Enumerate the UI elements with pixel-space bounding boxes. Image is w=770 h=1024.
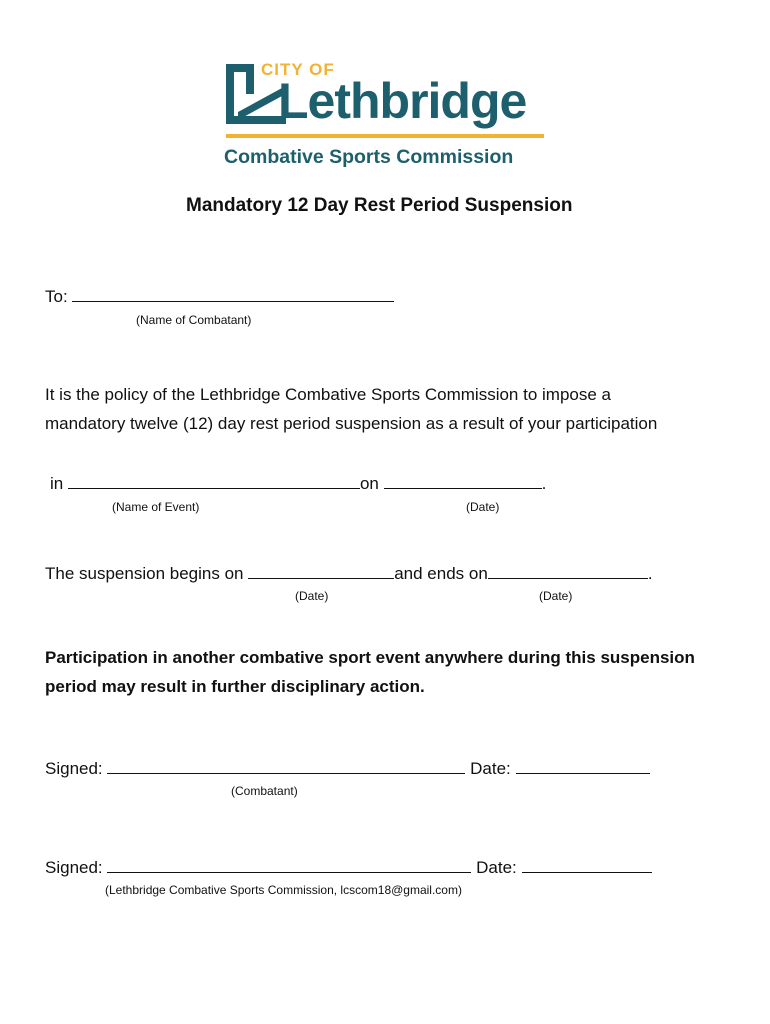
warning-line-1: Participation in another combative sport event anywhere during this suspension bbox=[45, 648, 695, 667]
signature-caption-combatant: (Combatant) bbox=[231, 784, 298, 798]
signature-row-combatant bbox=[45, 757, 650, 779]
suspension-end-caption: (Date) bbox=[539, 589, 573, 603]
event-date-caption: (Date) bbox=[466, 500, 500, 514]
event-name-field[interactable] bbox=[68, 472, 360, 489]
policy-line-2: mandatory twelve (12) day rest period suspension as a result of your participation bbox=[45, 414, 658, 433]
signature-label: Signed: bbox=[45, 759, 103, 778]
combatant-signature-field[interactable] bbox=[107, 757, 465, 774]
event-row bbox=[50, 472, 546, 494]
event-on: on bbox=[359, 474, 379, 493]
policy-line-1: It is the policy of the Lethbridge Combative Sports Commission to impose a bbox=[45, 385, 611, 404]
event-prefix: in bbox=[50, 474, 64, 493]
combatant-name-field[interactable] bbox=[72, 285, 394, 302]
signature-caption-commission: (Lethbridge Combative Sports Commission, lcscom18@gmail.com) bbox=[105, 883, 462, 897]
signature-date-label: Date: bbox=[470, 759, 511, 778]
suspension-end-date-field[interactable] bbox=[488, 562, 648, 579]
to-row bbox=[45, 285, 394, 307]
signature-row-commission bbox=[45, 856, 652, 878]
commission-signature-field[interactable] bbox=[107, 856, 471, 873]
commission-signature-date-field[interactable] bbox=[522, 856, 652, 873]
to-caption: (Name of Combatant) bbox=[136, 313, 252, 327]
event-name-caption: (Name of Event) bbox=[112, 500, 200, 514]
combatant-signature-date-field[interactable] bbox=[516, 757, 650, 774]
signature-label: Signed: bbox=[45, 858, 103, 877]
logo-city-of: CITY OF bbox=[261, 60, 335, 79]
suspension-row bbox=[45, 562, 653, 584]
suspension-begin-date-field[interactable] bbox=[248, 562, 394, 579]
city-logo bbox=[224, 58, 549, 176]
suspension-ends-label: and ends on bbox=[394, 564, 488, 583]
logo-lethbridge: Lethbridge bbox=[278, 73, 527, 129]
logo-tagline: Combative Sports Commission bbox=[224, 146, 514, 168]
suspension-begins-label: The suspension begins on bbox=[45, 564, 244, 583]
logo-divider bbox=[226, 134, 544, 138]
warning-line-2: period may result in further disciplinary action. bbox=[45, 677, 425, 696]
suspension-period: . bbox=[647, 564, 653, 583]
event-date-field[interactable] bbox=[384, 472, 542, 489]
event-period: . bbox=[541, 474, 547, 493]
document-title: Mandatory 12 Day Rest Period Suspension bbox=[186, 195, 573, 216]
to-label: To: bbox=[45, 287, 68, 306]
signature-date-label: Date: bbox=[476, 858, 517, 877]
suspension-begin-caption: (Date) bbox=[295, 589, 329, 603]
